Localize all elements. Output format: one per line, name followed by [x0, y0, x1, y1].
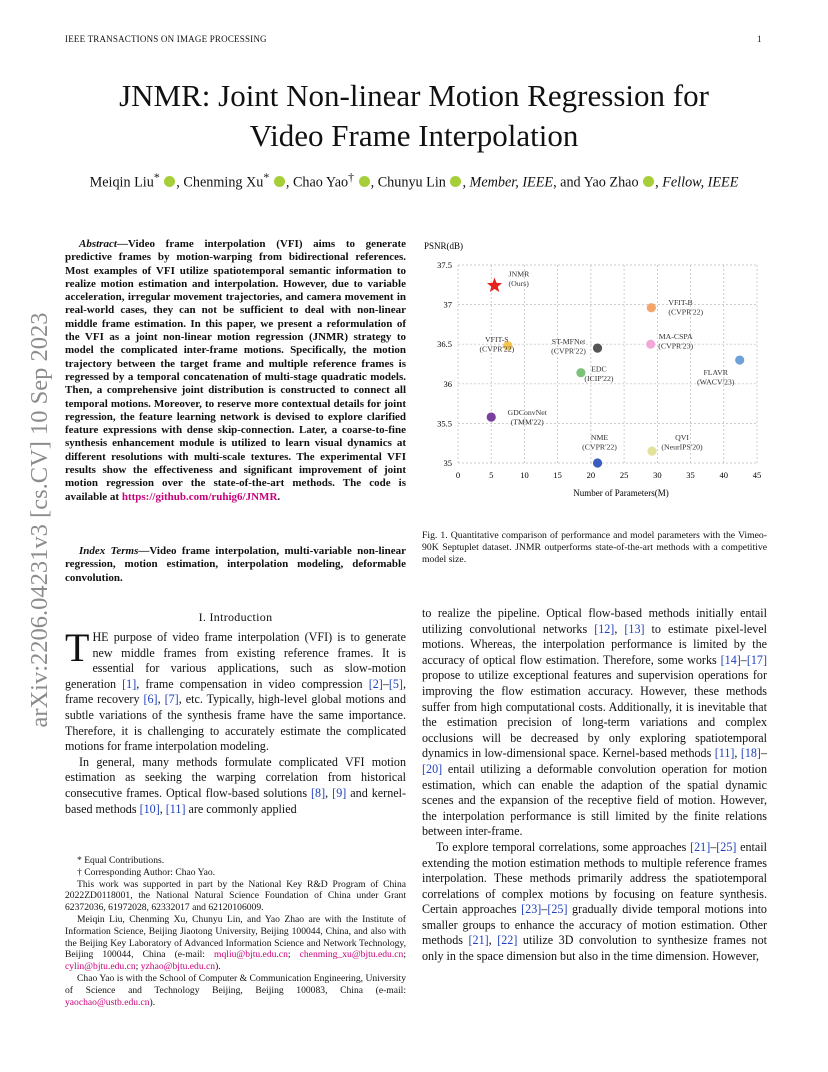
citation-link[interactable]: [20] — [422, 761, 443, 776]
point-label: ST-MFNet — [551, 337, 586, 347]
point-venue-label: (CVPR'22) — [551, 346, 586, 356]
x-tick-label: 20 — [586, 470, 596, 480]
y-tick-label: 37.5 — [437, 260, 452, 270]
intro-text: In general, many methods formulate complicated VFI motion estimation as seeking the warping correlation from historical consecutive frames. Optical flow-based solutions — [65, 754, 406, 800]
drop-cap: T — [65, 625, 90, 670]
x-tick-label: 35 — [686, 470, 695, 480]
body-text: to realize the pipeline. Optical flow-based methods initially entail utilizing convolutional networks — [422, 606, 767, 636]
citation-link[interactable]: [7] — [164, 692, 179, 707]
citation-link[interactable]: [2] — [368, 676, 383, 691]
orcid-icon[interactable] — [164, 176, 175, 187]
index-terms — [65, 545, 406, 585]
x-tick-label: 30 — [653, 470, 662, 480]
point-venue-label: (Ours) — [508, 279, 529, 289]
citation-link[interactable]: [23] — [521, 902, 542, 917]
citation-link[interactable]: [13] — [624, 621, 645, 636]
email-link[interactable]: mqliu@bjtu.edu.cn — [214, 949, 288, 961]
footnote: † Corresponding Author: Chao Yao. — [77, 866, 216, 878]
point-label: NME — [590, 433, 609, 442]
point-label: FLAVR — [703, 368, 729, 378]
figure-1-chart — [420, 238, 775, 506]
citation-link[interactable]: [11] — [714, 746, 735, 761]
intro-text: , etc. Typically, high-level global motions and subtle variations of the synthesis frame have the same importance. Therefore, it is challenging to accurately estimate the complicated motions for frame interpolation modeling. — [65, 692, 407, 754]
footnote-text: Meiqin Liu, Chenming Xu, Chunyu Lin, and Yao Zhao are with the Institute of Information Science, Beijing Jiaotong University, Beijing 100044, China, and also with the Beijing Key Laboratory of Advanced Information Science and Network Technology, Beijing 100044, China (e-mail: — [65, 913, 406, 961]
intro-text: , — [157, 692, 165, 707]
point-venue-label: (NeurIPS'20) — [661, 442, 703, 452]
x-tick-label: 40 — [719, 470, 729, 480]
x-tick-label: 25 — [619, 470, 629, 480]
email-link[interactable]: cylin@bjtu.edu.cn — [65, 961, 136, 973]
citation-link[interactable]: [12] — [594, 621, 615, 636]
body-text: gradually divide temporal motions into smaller groups to enhance the accuracy of motion estimation. Other methods — [422, 902, 767, 948]
point-label: VFIT-S — [485, 334, 509, 344]
citation-link[interactable]: [11] — [165, 801, 186, 816]
footnote-text: Chao Yao is with the School of Computer & Communication Engineering, University of Science and Technology Beijing, Beijing 100083, China (e-mail: — [65, 972, 406, 996]
citation-link[interactable]: [5] — [388, 676, 403, 691]
point-venue-label: (CVPR'22) — [668, 307, 704, 317]
y-tick-label: 36.5 — [437, 339, 452, 350]
y-tick-label: 37 — [443, 299, 452, 310]
body-text: utilize 3D convolution to synthesize frames not only in the space dimension but also in the time dimension. However, — [422, 933, 767, 964]
author-role: Member, IEEE — [469, 174, 554, 191]
author-name: Chunyu Lin — [377, 174, 446, 191]
abstract — [65, 238, 406, 504]
paper-title — [60, 76, 768, 156]
point-venue-label: (CVPR'23) — [658, 341, 694, 351]
author-mark: † — [348, 170, 355, 184]
abstract-label: Abstract — [79, 238, 117, 250]
abstract-end: . — [277, 490, 281, 503]
x-tick-label: 15 — [553, 470, 562, 480]
intro-text: , — [325, 785, 333, 800]
body-text: entail extending the motion estimation methods to multiple reference frames interpolation. These methods primarily address the spatiotemporal correlations of complex motions by focusing on feature synthesis. Certain approaches — [422, 839, 767, 917]
title-line-2: Video Frame Interpolation — [249, 118, 579, 153]
footnote-text: ). — [149, 996, 156, 1008]
x-tick-label: 5 — [489, 470, 494, 480]
author-role: Fellow, IEEE — [662, 174, 739, 191]
point-label: JNMR — [508, 269, 530, 279]
footnote-text: ). — [215, 961, 221, 973]
data-point — [593, 344, 602, 353]
intro-text: HE purpose of video frame interpolation (VFI) is to generate new middle frames from existing reference frames. It is essential for various applications, such as slow-motion generation — [65, 630, 406, 691]
data-point — [647, 303, 656, 312]
footnote: This work was supported in part by the National Key R&D Program of China 2022ZD0118001, the National Natural Science Foundation of China under Grant 62372036, 61972028, 62332017 and 62120106009. — [65, 878, 406, 914]
x-tick-label: 45 — [752, 470, 762, 480]
body-text: entail utilizing a deformable convolution operation for motion estimation, which can enable the adaption of the spatial dynamic scenes and the expansion of the receptive field of motion. However, the interpolation performance is still limited by the finite relations between inter-frame. — [422, 761, 767, 839]
author-name: Chenming Xu — [183, 174, 264, 191]
data-point — [487, 412, 496, 421]
author-name: Chao Yao — [292, 174, 349, 191]
intro-text: , frame compensation in video compression — [136, 676, 369, 691]
citation-link[interactable]: [22] — [497, 933, 518, 948]
orcid-icon[interactable] — [450, 176, 461, 187]
x-tick-label: 10 — [520, 470, 529, 480]
author-mark: * — [263, 170, 270, 184]
orcid-icon[interactable] — [643, 176, 654, 187]
point-venue-label: (WACV'23) — [697, 377, 735, 387]
data-point — [646, 340, 655, 349]
orcid-icon[interactable] — [359, 176, 370, 187]
citation-link[interactable]: [18] — [740, 746, 761, 761]
citation-link[interactable]: [25] — [716, 839, 737, 854]
section-heading: I. Introduction — [198, 610, 273, 624]
body-text: To explore temporal correlations, some approaches — [436, 839, 691, 854]
intro-right-column: to realize the pipeline. Optical flow-based methods initially entail utilizing convolutional networks [12], [13] to estimate pixel-level motions. Whereas, the interpolation performance is limited by the accuracy of optical flow estimation. Therefore, some works [14]–[17] propose to utilize exceptional features and supervision operations for improving the flow estimation accuracy. However, these methods suffer from high computational costs. Additionally, it is inevitable that the estimation precision of long-term variations and complex occlusions will be decreased by only exploring spatiotemporal dynamics in low-dimensional space. Kernel-based methods [11], [18]–[20] entail utilizing a deformable convolution operation for motion estimation, which can enable the adaption of the spatial dynamic scenes and the expansion of the receptive field of motion. However, the interpolation performance is still limited by the finite relations between inter-frame. To explore temporal correlations, some approaches [21]–[25] entail extending the motion estimation methods to multiple reference frames interpolation. These methods primarily address the spatiotemporal correlations of complex motions by focusing on feature synthesis. Certain approaches [23]–[25] gradually divide temporal motions into smaller groups to enhance the accuracy of motion estimation. Other methods [21], [22] utilize 3D convolution to synthesize frames not only in the space dimension but also in the time dimension. However, — [422, 606, 768, 964]
citation-link[interactable]: [6] — [143, 692, 158, 707]
code-link[interactable]: https://github.com/ruhig6/JNMR — [121, 490, 278, 503]
point-label: EDC — [591, 364, 607, 374]
point-venue-label: (TMM'22) — [510, 417, 544, 427]
body-text: to estimate pixel-level motions. Whereas, the interpolation performance is limited by the accuracy of optical flow estimation. Therefore, some works — [422, 621, 767, 667]
point-venue-label: (CVPR'22) — [582, 442, 617, 452]
citation-link[interactable]: [21] — [690, 839, 711, 854]
citation-link[interactable]: [1] — [122, 676, 137, 691]
page-number: 1 — [757, 34, 762, 44]
running-header-journal: IEEE TRANSACTIONS ON IMAGE PROCESSING — [65, 34, 267, 44]
point-venue-label: (ICIP'22) — [584, 374, 614, 384]
intro-text: , — [159, 801, 166, 816]
citation-link[interactable]: [17] — [746, 652, 767, 667]
x-axis-label: Number of Parameters(M) — [573, 488, 669, 498]
index-terms-label: Index Terms — [79, 545, 139, 557]
intro-text: are commonly applied — [185, 801, 297, 816]
author-list: Meiqin Liu* , Chenming Xu* , Chao Yao† , Chunyu Lin , Member, IEEE, and Yao Zhao , Fellow, IEEE — [89, 170, 739, 191]
email-link[interactable]: yzhao@bjtu.edu.cn — [140, 961, 216, 973]
footnotes — [65, 855, 406, 1008]
citation-link[interactable]: [14] — [720, 652, 741, 667]
citation-link[interactable]: [8] — [311, 785, 326, 800]
email-link[interactable]: yaochao@ustb.edu.cn — [65, 996, 150, 1008]
y-tick-label: 35.5 — [437, 418, 452, 429]
citation-link[interactable]: [25] — [547, 902, 568, 917]
point-label: MA-CSPA — [658, 332, 693, 342]
y-tick-label: 35 — [443, 458, 452, 468]
abstract-text: —Video frame interpolation (VFI) aims to generate predictive frames by motion-warping from bidirectional references. Most examples of VFI utilize spatiotemporal semantic information to realize motion estimation and interpolation. However, due to variable acceleration, irregular movement trajectories, and camera movement in real-world cases, they can not be sufficient to deal with non-linear middle frame estimation. In this paper, we present a reformulation of the VFI as a joint non-linear motion regression (JNMR) strategy to model the complicated inter-frame motions. Specifically, the motion trajectory between the target frame and multiple reference frames is regressed by a temporal concatenation of multi-stage quadratic models. Then, a comprehensive joint distribution is constructed to connect all temporal motions. Moreover, to reserve more contextual details for joint regression, the feature learning network is devised to explore clarified feature expressions with dense skip-connection. Later, a coarse-to-fine synthesis enhancement module is utilized to learn visual dynamics at different resolutions with multi-scale textures. The experimental VFI results show the effectiveness and significant improvement of joint motion regression over the state-of-the-art methods. The code is available at — [65, 238, 406, 503]
figure-caption: Fig. 1. Quantitative comparison of performance and model parameters with the Vimeo-90K Septuplet dataset. JNMR outperforms state-of-the-art methods with a competitive model size. — [422, 530, 767, 565]
body-text: propose to utilize exceptional features and supervision operations for improving the flow estimation accuracy. However, these methods suffer from high computational costs. Additionally, it is inevitable that the estimation precision of long-term variations and complex occlusions will be decreased by only exploring spatiotemporal dynamics in low-dimensional space. Kernel-based methods — [422, 668, 767, 761]
author-name: Meiqin Liu — [89, 174, 154, 191]
citation-link[interactable]: [21] — [468, 933, 489, 948]
title-line-1: JNMR: Joint Non-linear Motion Regression for — [119, 78, 709, 113]
footnote: * Equal Contributions. — [77, 855, 165, 866]
author-mark: * — [153, 170, 160, 184]
footnote — [65, 973, 406, 1008]
citation-link[interactable]: [9] — [332, 785, 347, 800]
y-axis-label: PSNR(dB) — [424, 241, 464, 251]
author-name: and Yao Zhao — [560, 174, 639, 191]
footnote: Meiqin Liu, Chenming Xu, Chunyu Lin, and Yao Zhao are with the Institute of Information Science, Beijing Jiaotong University, Beijing 100044, China, and also with the Beijing Key Laboratory of Advanced Information Science and Network Technology, Beijing 100044, China (e-mail: mqliu@bjtu.edu.cn; chenming_xu@bjtu.edu.cn; cylin@bjtu.edu.cn; yzhao@bjtu.edu.cn). — [65, 913, 406, 973]
intro-text: – — [382, 676, 389, 691]
intro-text: , frame recovery — [65, 676, 406, 707]
arxiv-stamp[interactable]: arXiv:2206.04231v3 [cs.CV] 10 Sep 2023 — [26, 312, 53, 728]
point-label: GDConvNet — [507, 408, 547, 418]
intro-left-column — [65, 625, 407, 817]
point-label: VFIT-B — [668, 297, 693, 307]
chart-marks — [479, 270, 744, 468]
point-label: QVI — [675, 433, 689, 443]
data-point — [735, 355, 744, 364]
intro-text: and kernel-based methods — [65, 785, 406, 816]
y-tick-label: 36 — [443, 378, 452, 389]
orcid-icon[interactable] — [274, 176, 285, 187]
citation-link[interactable]: [10] — [139, 801, 160, 816]
data-point-star — [487, 278, 502, 292]
email-link[interactable]: chenming_xu@bjtu.edu.cn — [299, 949, 404, 961]
data-point — [593, 458, 602, 467]
data-point — [647, 447, 656, 456]
index-terms-text: —Video frame interpolation, multi-variable non-linear regression, motion estimation, interpolation modeling, deformable convolution. — [65, 545, 406, 584]
x-tick-label: 0 — [455, 470, 461, 480]
point-venue-label: (CVPR'22) — [479, 344, 515, 354]
